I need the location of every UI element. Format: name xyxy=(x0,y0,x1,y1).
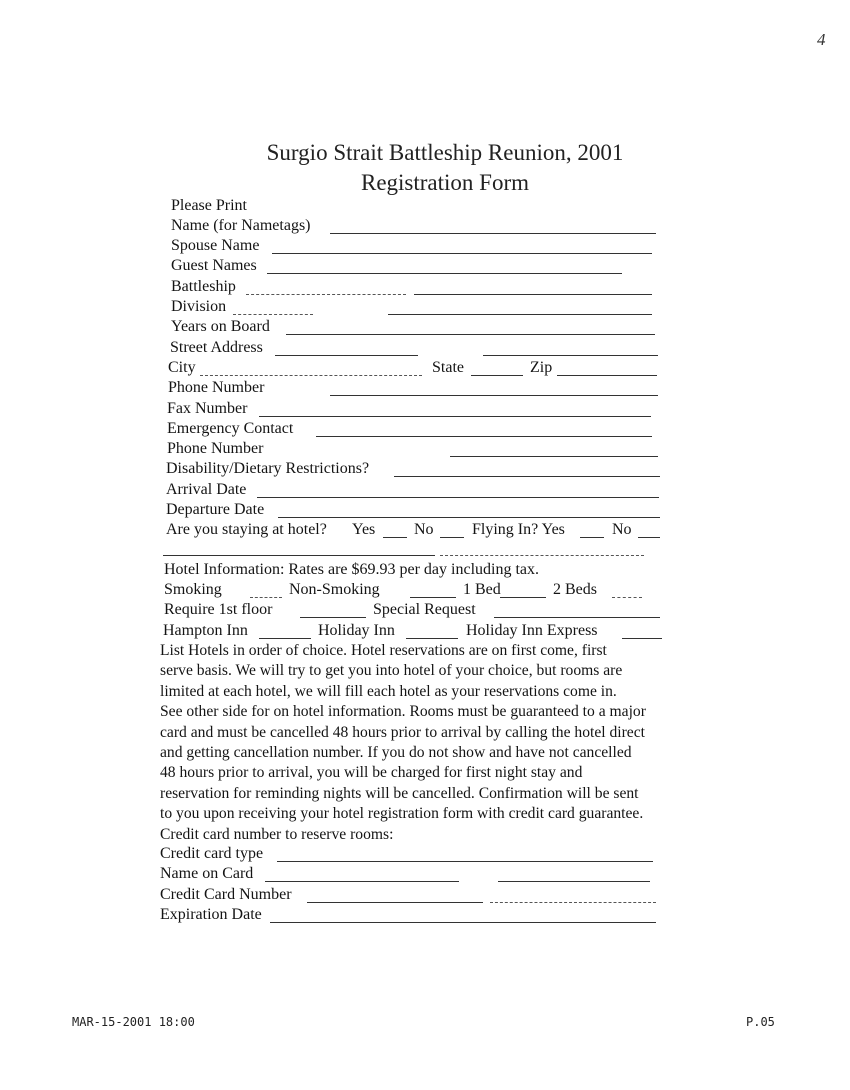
card-name-label: Name on Card xyxy=(160,865,254,882)
card-name-line[interactable] xyxy=(265,881,459,882)
card-name-line-right[interactable] xyxy=(498,881,650,882)
please-print-label: Please Print xyxy=(171,197,247,214)
policy-line: limited at each hotel, we will fill each hotel as your reservations come in. xyxy=(160,682,617,700)
hotel-policy-paragraph xyxy=(160,641,720,845)
separator-line-right xyxy=(440,555,644,556)
division-label: Division xyxy=(171,298,227,315)
express-line[interactable] xyxy=(622,638,662,639)
street-line[interactable] xyxy=(483,355,658,356)
policy-line: See other side for on hotel information. Rooms must be guaranteed to a major xyxy=(160,703,646,721)
first-floor-line[interactable] xyxy=(300,617,366,618)
card-number-line-right[interactable] xyxy=(490,902,656,903)
arrival-line[interactable] xyxy=(257,497,659,498)
spouse-label: Spouse Name xyxy=(171,237,260,254)
fax-label: Fax Number xyxy=(167,400,248,417)
phone-line[interactable] xyxy=(330,395,658,396)
battleship-line[interactable] xyxy=(414,294,652,295)
policy-line: card and must be cancelled 48 hours prior to arrival by calling the hotel direct xyxy=(160,723,645,741)
holiday-line[interactable] xyxy=(406,638,458,639)
policy-line: List Hotels in order of choice. Hotel reservations are on first come, first xyxy=(160,642,607,659)
flying-no-label: No xyxy=(612,521,632,538)
smoking-label: Smoking xyxy=(164,581,222,598)
hampton-line[interactable] xyxy=(259,638,311,639)
non-smoking-label: Non-Smoking xyxy=(289,581,380,598)
special-request-label: Special Request xyxy=(373,601,476,618)
years-label: Years on Board xyxy=(171,318,270,335)
expiration-label: Expiration Date xyxy=(160,906,262,923)
staying-yes-line[interactable] xyxy=(383,537,407,538)
policy-line: serve basis. We will try to get you into hotel of your choice, but rooms are xyxy=(160,662,623,680)
name-label: Name (for Nametags) xyxy=(171,217,311,234)
city-line[interactable] xyxy=(200,375,422,376)
policy-line: 48 hours prior to arrival, you will be charged for first night stay and xyxy=(160,764,583,782)
emergency-contact-label: Emergency Contact xyxy=(167,420,294,437)
fax-line[interactable] xyxy=(259,416,651,417)
years-line[interactable] xyxy=(286,334,655,335)
page-number: 4 xyxy=(817,30,826,49)
two-beds-label: 2 Beds xyxy=(553,581,597,598)
battleship-label: Battleship xyxy=(171,278,236,295)
smoking-line[interactable] xyxy=(250,597,282,598)
disability-line[interactable] xyxy=(394,476,660,477)
name-line[interactable] xyxy=(330,233,656,234)
phone-label: Phone Number xyxy=(168,379,265,396)
zip-label: Zip xyxy=(530,359,553,376)
form-subtitle: Registration Form xyxy=(360,170,530,195)
emergency-phone-label: Phone Number xyxy=(167,440,264,457)
non-smoking-line[interactable] xyxy=(410,597,456,598)
card-type-line[interactable] xyxy=(277,861,653,862)
staying-label: Are you staying at hotel? xyxy=(166,521,327,538)
special-request-line[interactable] xyxy=(494,617,660,618)
staying-yes-label: Yes xyxy=(352,521,376,538)
state-line[interactable] xyxy=(471,375,523,376)
emergency-contact-line[interactable] xyxy=(316,436,652,437)
hotel-info: Hotel Information: Rates are $69.93 per day including tax. xyxy=(164,561,540,578)
emergency-phone-line[interactable] xyxy=(450,456,658,457)
street-line-left[interactable] xyxy=(275,355,418,356)
express-label: Holiday Inn Express xyxy=(466,622,598,639)
zip-line[interactable] xyxy=(557,375,657,376)
one-bed-line[interactable] xyxy=(500,597,546,598)
spouse-line[interactable] xyxy=(272,253,652,254)
policy-line: to you upon receiving your hotel registration form with credit card guarantee. xyxy=(160,805,644,823)
division-line[interactable] xyxy=(388,314,652,315)
fax-page-number: P.05 xyxy=(746,1015,775,1029)
form-title: Surgio Strait Battleship Reunion, 2001 xyxy=(266,140,624,165)
policy-line: Credit card number to reserve rooms: xyxy=(160,825,394,843)
battleship-line-left[interactable] xyxy=(246,294,406,295)
guest-names-line[interactable] xyxy=(267,273,622,274)
guest-names-label: Guest Names xyxy=(171,257,257,274)
division-line-left[interactable] xyxy=(233,314,313,315)
fax-datetime: MAR-15-2001 18:00 xyxy=(72,1015,195,1029)
staying-no-line[interactable] xyxy=(440,537,464,538)
street-label: Street Address xyxy=(170,339,263,356)
arrival-label: Arrival Date xyxy=(166,481,247,498)
state-label: State xyxy=(432,359,464,376)
two-beds-line[interactable] xyxy=(612,597,642,598)
city-label: City xyxy=(168,359,196,376)
policy-line: reservation for reminding nights will be cancelled. Confirmation will be sent xyxy=(160,784,639,802)
disability-label: Disability/Dietary Restrictions? xyxy=(166,460,370,477)
flying-yes-line[interactable] xyxy=(580,537,604,538)
flying-no-line[interactable] xyxy=(638,537,660,538)
one-bed-label: 1 Bed xyxy=(463,581,501,598)
card-number-label: Credit Card Number xyxy=(160,886,292,903)
hampton-label: Hampton Inn xyxy=(163,622,248,639)
card-type-label: Credit card type xyxy=(160,845,264,862)
departure-label: Departure Date xyxy=(166,501,265,518)
card-number-line[interactable] xyxy=(307,902,483,903)
departure-line[interactable] xyxy=(278,517,660,518)
flying-yes-label: Flying In? Yes xyxy=(472,521,565,538)
holiday-label: Holiday Inn xyxy=(318,622,395,639)
first-floor-label: Require 1st floor xyxy=(164,601,273,618)
separator-line xyxy=(163,555,435,556)
policy-line: and getting cancellation number. If you do not show and have not cancelled xyxy=(160,744,632,762)
staying-no-label: No xyxy=(414,521,434,538)
expiration-line[interactable] xyxy=(270,922,656,923)
